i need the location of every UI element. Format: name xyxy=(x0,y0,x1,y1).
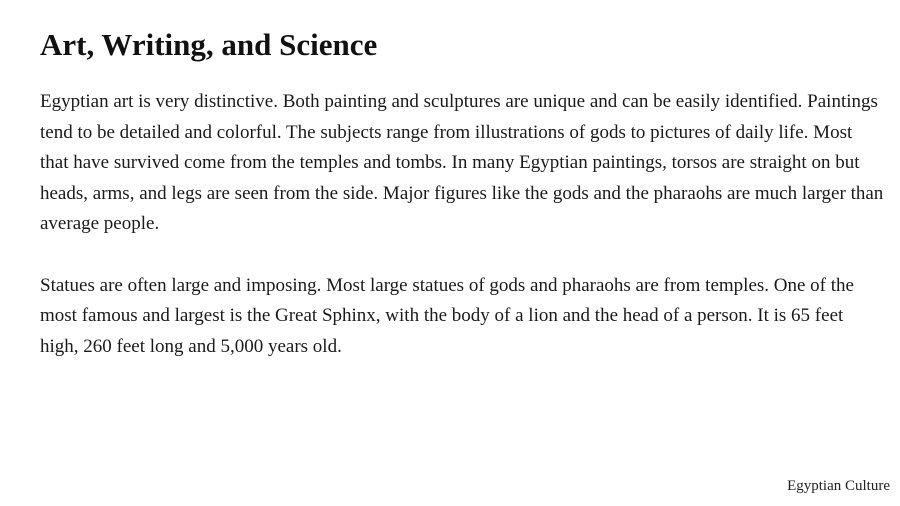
slide-body xyxy=(40,87,885,393)
slide-footer: Egyptian Culture xyxy=(787,478,890,494)
body-paragraph-statues: Statues are often large and imposing. Most large statues of gods and pharaohs are from temples. One of the most famous and largest is the Great Sphinx, with the body of a lion and the head of a person. It is 65 feet high, 260 feet long and 5,000 years old. xyxy=(40,274,854,357)
slide-title: Art, Writing, and Science xyxy=(40,27,378,62)
body-paragraph-art: Egyptian art is very distinctive. Both painting and sculptures are unique and can be easily identified. Paintings tend to be detailed and colorful. The subjects range from illustrations of gods to pictures of daily life. Most that have survived come from the temples and tombs. In many Egyptian paintings, torsos are straight on but heads, arms, and legs are seen from the side. Major figures like the gods and the pharaohs are much larger than average people. xyxy=(40,91,884,234)
